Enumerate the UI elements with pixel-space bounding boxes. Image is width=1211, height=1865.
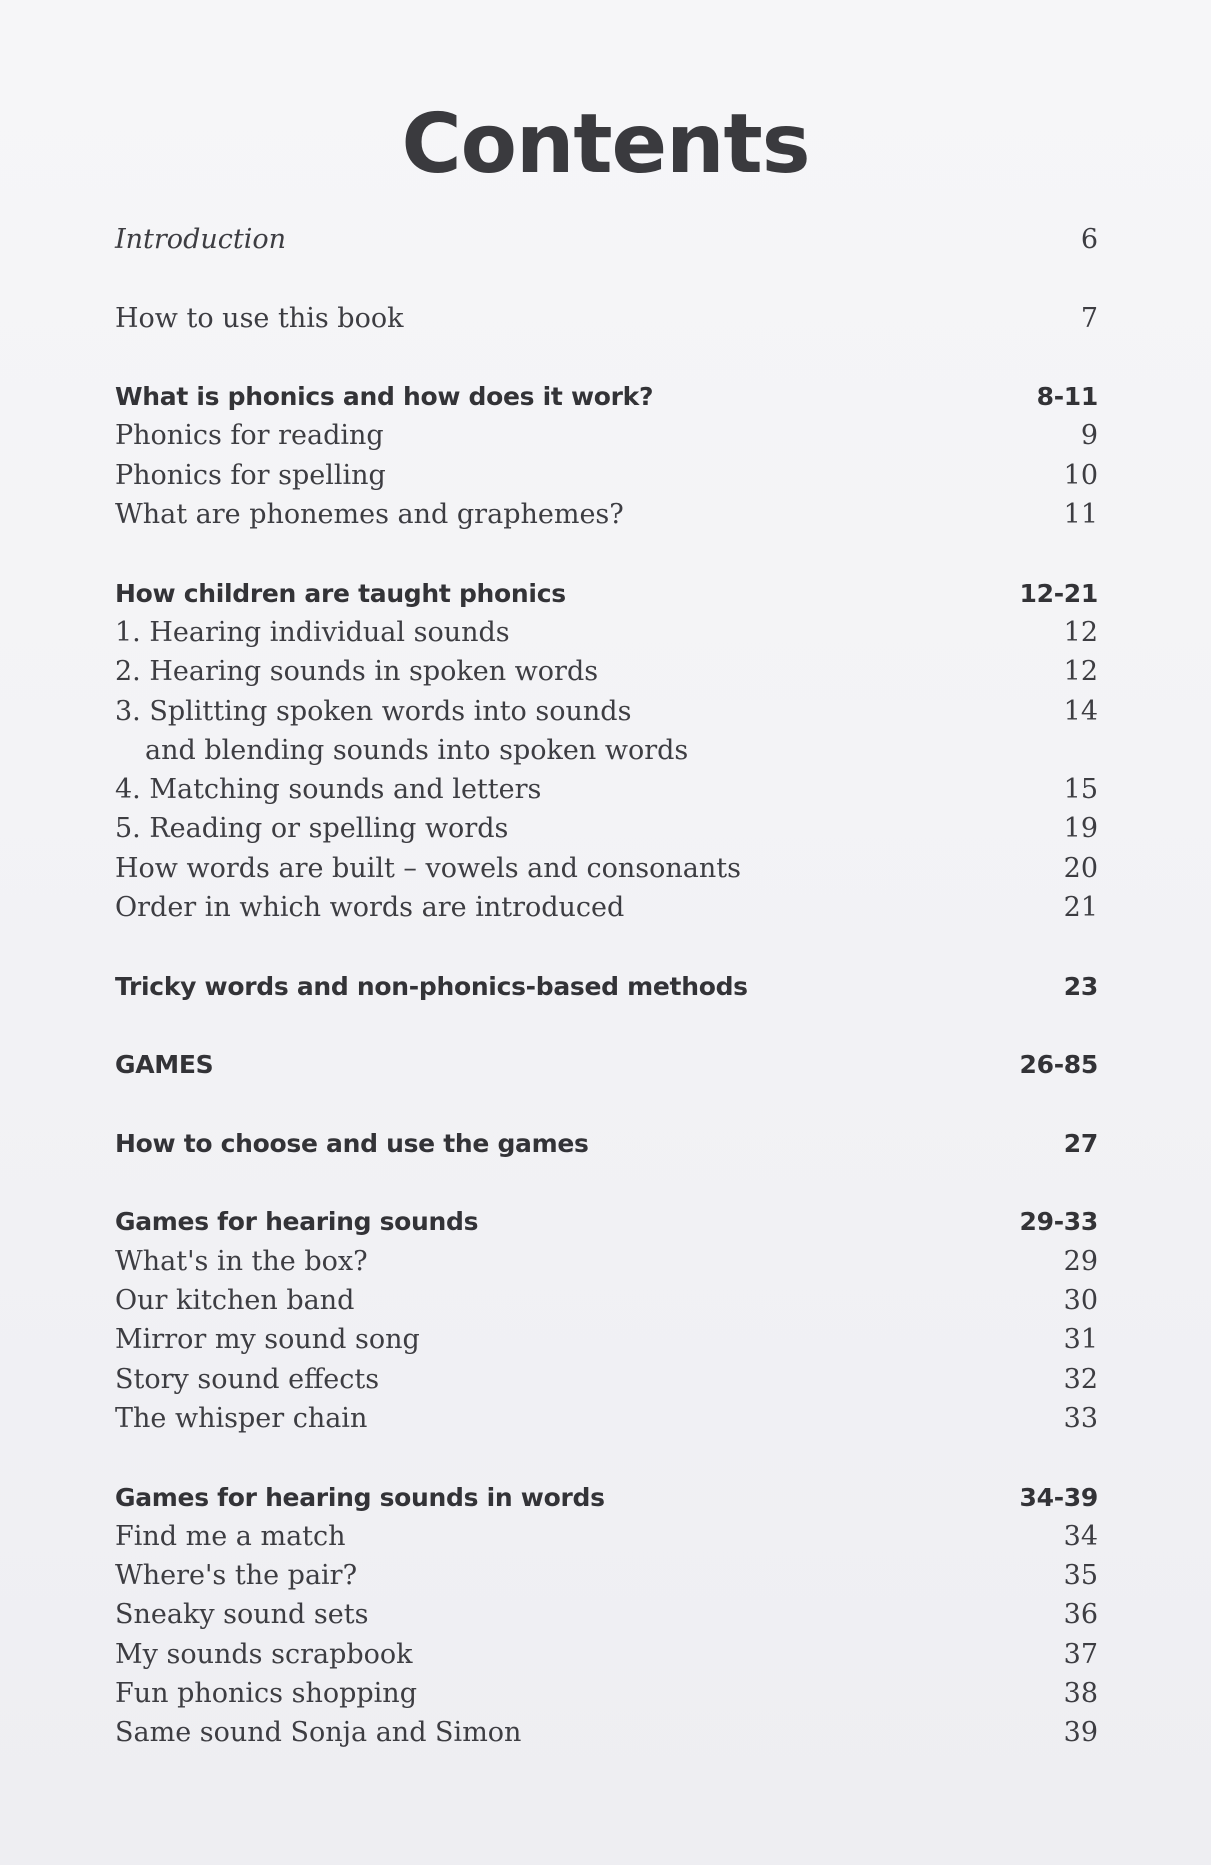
toc-entry xyxy=(115,456,1098,495)
toc-entry-title: How to use this book xyxy=(115,302,404,334)
toc-section-heading xyxy=(115,377,1098,416)
toc-page-number: 26-85 xyxy=(1019,1050,1098,1080)
toc-page-number: 10 xyxy=(1063,459,1098,491)
toc-section-heading xyxy=(115,1045,1098,1084)
toc-entry-title: 4. Matching sounds and letters xyxy=(115,774,542,806)
toc-entry-title: Games for hearing sounds in words xyxy=(115,1482,605,1512)
toc-entry-title: 2. Hearing sounds in spoken words xyxy=(115,656,599,688)
toc-entry-title: Tricky words and non-phonics-based methods xyxy=(115,971,748,1001)
toc-page-number: 27 xyxy=(1063,1128,1098,1158)
toc-entry-title: Fun phonics shopping xyxy=(115,1677,417,1709)
toc-entry-title: Our kitchen band xyxy=(115,1285,355,1317)
toc-page-number: 29-33 xyxy=(1019,1207,1098,1237)
toc-entry-title: Same sound Sonja and Simon xyxy=(115,1717,522,1749)
toc-entry xyxy=(115,1595,1098,1634)
toc-entry xyxy=(115,1320,1098,1359)
toc-section-heading xyxy=(115,574,1098,613)
toc-entry-title: The whisper chain xyxy=(115,1402,368,1434)
toc-page-number: 38 xyxy=(1063,1677,1098,1709)
toc-page-number: 7 xyxy=(1080,302,1098,334)
toc-entry-title: Story sound effects xyxy=(115,1363,380,1395)
toc-entry xyxy=(115,613,1098,652)
toc-page-number: 8-11 xyxy=(1036,382,1098,412)
toc-entry-title: 3. Splitting spoken words into sounds xyxy=(115,695,632,727)
toc-entry-title: My sounds scrapbook xyxy=(115,1638,413,1670)
toc-entry-title: 5. Reading or spelling words xyxy=(115,813,509,845)
toc-entry-title: Games for hearing sounds xyxy=(115,1207,479,1237)
toc-page-number: 11 xyxy=(1063,499,1098,531)
toc-entry-title: 1. Hearing individual sounds xyxy=(115,616,510,648)
toc-entry xyxy=(115,731,1098,770)
toc-page-number: 29 xyxy=(1063,1245,1098,1277)
toc-entry-title: How to choose and use the games xyxy=(115,1128,589,1158)
toc-page-number: 15 xyxy=(1063,774,1098,806)
toc-entry-title: Order in which words are introduced xyxy=(115,892,625,924)
toc-entry xyxy=(115,809,1098,848)
toc-entry-title: Where's the pair? xyxy=(115,1560,358,1592)
toc-page-number: 21 xyxy=(1063,892,1098,924)
toc-section-heading xyxy=(115,967,1098,1006)
toc-entry xyxy=(115,770,1098,809)
toc-page-number: 33 xyxy=(1063,1402,1098,1434)
toc-entry xyxy=(115,652,1098,691)
toc-entry xyxy=(115,416,1098,455)
toc-entry-title: What's in the box? xyxy=(115,1245,368,1277)
toc-page-number: 20 xyxy=(1063,852,1098,884)
toc-page-number: 36 xyxy=(1063,1599,1098,1631)
toc-page-number: 34 xyxy=(1063,1520,1098,1552)
toc-entry xyxy=(115,888,1098,927)
toc-entry xyxy=(115,299,1098,338)
toc-page-number: 37 xyxy=(1063,1638,1098,1670)
toc-page-number: 19 xyxy=(1063,813,1098,845)
toc-entry-title: Phonics for reading xyxy=(115,420,384,452)
toc-page-number: 9 xyxy=(1080,420,1098,452)
toc-page-number: 34-39 xyxy=(1019,1482,1098,1512)
toc-page-number: 32 xyxy=(1063,1363,1098,1395)
toc-section-heading xyxy=(115,1124,1098,1163)
toc-entry-title: How words are built – vowels and consonants xyxy=(115,852,741,884)
toc-entry xyxy=(115,1242,1098,1281)
toc-section-heading xyxy=(115,1202,1098,1241)
toc-entry xyxy=(115,1674,1098,1713)
toc-entry xyxy=(115,1556,1098,1595)
toc-entry-title: and blending sounds into spoken words xyxy=(145,734,689,766)
toc-entry-title: Mirror my sound song xyxy=(115,1324,420,1356)
toc-page-number: 6 xyxy=(1080,224,1098,255)
toc-entry xyxy=(115,1517,1098,1556)
toc-page-number: 12-21 xyxy=(1019,578,1098,608)
page-title: Contents xyxy=(401,97,810,192)
toc-entry xyxy=(115,1360,1098,1399)
toc-entry xyxy=(115,1635,1098,1674)
toc-page-number: 30 xyxy=(1063,1285,1098,1317)
toc-page-number: 12 xyxy=(1063,656,1098,688)
toc-entry-title: How children are taught phonics xyxy=(115,578,566,608)
toc-entry-title: Sneaky sound sets xyxy=(115,1599,369,1631)
toc-entry-title: Introduction xyxy=(115,224,286,255)
toc-entry xyxy=(115,1713,1098,1752)
toc-entry-title: Phonics for spelling xyxy=(115,459,386,491)
toc-entry-title: Find me a match xyxy=(115,1520,346,1552)
toc-entry xyxy=(115,495,1098,534)
toc-entry-title: What are phonemes and graphemes? xyxy=(115,499,624,531)
toc-entry xyxy=(115,220,1098,259)
toc-entry xyxy=(115,849,1098,888)
toc-entry xyxy=(115,1281,1098,1320)
toc-entry xyxy=(115,692,1098,731)
toc-entry-title: GAMES xyxy=(115,1050,214,1080)
toc-entry-title: What is phonics and how does it work? xyxy=(115,382,654,412)
toc-page-number: 14 xyxy=(1063,695,1098,727)
table-of-contents xyxy=(115,220,1098,1753)
toc-page-number: 12 xyxy=(1063,616,1098,648)
toc-page-number: 31 xyxy=(1063,1324,1098,1356)
toc-entry xyxy=(115,1399,1098,1438)
toc-page-number: 23 xyxy=(1063,971,1098,1001)
toc-page-number: 35 xyxy=(1063,1560,1098,1592)
toc-page-number: 39 xyxy=(1063,1717,1098,1749)
toc-section-heading xyxy=(115,1478,1098,1517)
